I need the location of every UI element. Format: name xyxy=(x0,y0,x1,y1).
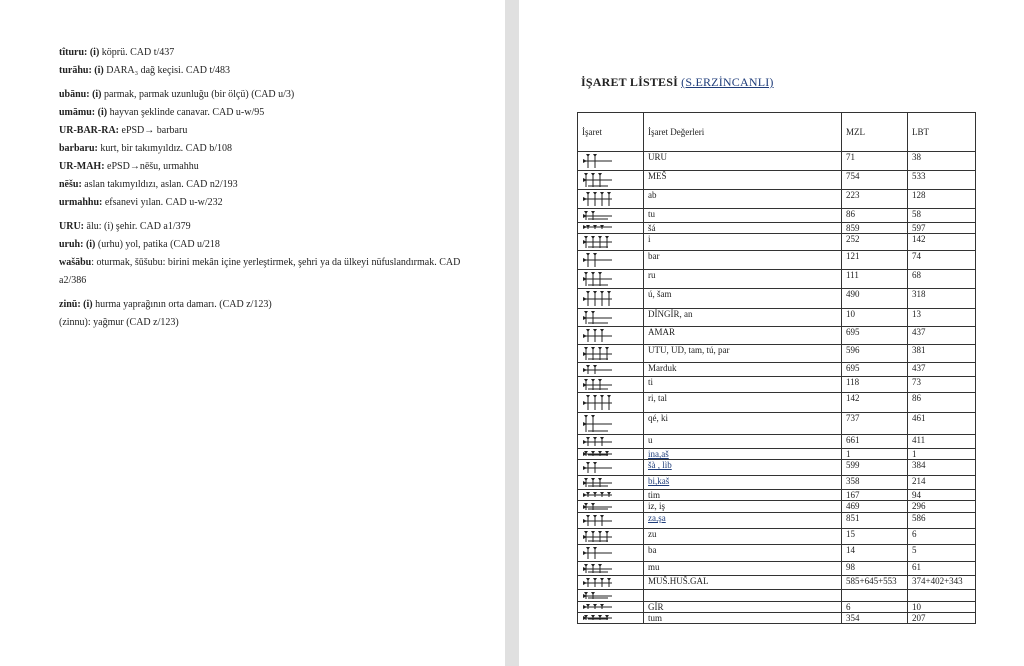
sign-cell xyxy=(578,234,644,251)
sign-cell xyxy=(578,190,644,209)
sign-lbt-cell: 318 xyxy=(908,289,976,309)
cuneiform-sign-icon xyxy=(582,327,639,343)
sign-values-cell: ina,aš xyxy=(644,449,842,460)
sign-lbt-cell: 142 xyxy=(908,234,976,251)
glossary-tag: (i) xyxy=(92,89,102,100)
sign-lbt-cell: 437 xyxy=(908,327,976,345)
glossary-term: UR-MAH: xyxy=(59,161,105,172)
glossary-entry xyxy=(59,104,479,122)
sign-values-cell: GİR xyxy=(644,602,842,613)
cuneiform-sign-icon xyxy=(582,613,639,621)
sign-mzl-cell: 98 xyxy=(842,562,908,576)
glossary-entry xyxy=(59,140,479,158)
cuneiform-sign-icon xyxy=(582,562,639,574)
sign-lbt-cell: 384 xyxy=(908,460,976,476)
glossary-entry xyxy=(59,176,479,194)
sign-values-cell: ab xyxy=(644,190,842,209)
sign-list-heading: İŞARET LİSTESİ xyxy=(581,75,678,89)
sign-values-cell: ú, šam xyxy=(644,289,842,309)
sign-values-cell: u xyxy=(644,435,842,449)
sign-row xyxy=(578,223,976,234)
sign-mzl-cell: 851 xyxy=(842,513,908,529)
sign-cell xyxy=(578,363,644,377)
sign-mzl-cell: 10 xyxy=(842,309,908,327)
sign-row xyxy=(578,613,976,624)
sign-row xyxy=(578,393,976,413)
glossary-definition: kurt, bir takımyıldız. CAD b/108 xyxy=(97,143,233,154)
sign-row xyxy=(578,413,976,435)
sign-mzl-cell: 111 xyxy=(842,270,908,289)
sign-row xyxy=(578,171,976,190)
sign-mzl-cell: 737 xyxy=(842,413,908,435)
sign-cell xyxy=(578,171,644,190)
sign-values-cell: šá xyxy=(644,223,842,234)
glossary-term: ubānu: xyxy=(59,89,90,100)
sign-row xyxy=(578,289,976,309)
sign-values-cell: šà , lìb xyxy=(644,460,842,476)
sign-lbt-cell: 128 xyxy=(908,190,976,209)
glossary-term: wašābu xyxy=(59,257,92,268)
sign-lbt-cell: 381 xyxy=(908,345,976,363)
glossary-term: nēšu: xyxy=(59,179,82,190)
glossary-definition: (urhu) yol, patika (CAD u/218 xyxy=(95,239,220,250)
sign-mzl-cell: 118 xyxy=(842,377,908,393)
glossary-definition: parmak, parmak uzunluğu (bir ölçü) (CAD u/3) xyxy=(101,89,295,100)
sign-mzl-cell: 6 xyxy=(842,602,908,613)
sign-row xyxy=(578,576,976,590)
sign-cell xyxy=(578,476,644,490)
sign-cell xyxy=(578,209,644,223)
glossary-tag: (i) xyxy=(83,299,93,310)
cuneiform-sign-icon xyxy=(582,490,639,498)
glossary-entry xyxy=(59,62,479,80)
sign-row xyxy=(578,190,976,209)
sign-lbt-cell: 61 xyxy=(908,562,976,576)
sign-values-cell: za,şa xyxy=(644,513,842,529)
sign-cell xyxy=(578,251,644,270)
sign-values-cell: ru xyxy=(644,270,842,289)
cuneiform-sign-icon xyxy=(582,234,639,249)
sign-mzl-cell: 754 xyxy=(842,171,908,190)
sign-values-cell: URU xyxy=(644,152,842,171)
glossary-entry xyxy=(59,236,479,254)
cuneiform-sign-icon xyxy=(582,513,639,527)
sign-values-cell: MEŠ xyxy=(644,171,842,190)
cuneiform-sign-icon xyxy=(582,435,639,447)
sign-mzl-cell: 661 xyxy=(842,435,908,449)
cuneiform-sign-icon xyxy=(582,501,639,511)
sign-row xyxy=(578,490,976,501)
sign-cell xyxy=(578,490,644,501)
sign-table-header xyxy=(578,113,976,152)
sign-lbt-cell: 13 xyxy=(908,309,976,327)
sign-lbt-cell: 374+402+343 xyxy=(908,576,976,590)
sign-row xyxy=(578,449,976,460)
sign-row xyxy=(578,602,976,613)
sign-mzl-cell: 596 xyxy=(842,345,908,363)
sign-mzl-cell: 142 xyxy=(842,393,908,413)
glossary-definition: ālu: (i) şehir. CAD a1/379 xyxy=(84,221,191,232)
sign-values-cell: DİNGİR, an xyxy=(644,309,842,327)
sign-row xyxy=(578,435,976,449)
sign-mzl-cell: 599 xyxy=(842,460,908,476)
sign-mzl-cell: 121 xyxy=(842,251,908,270)
glossary-entry xyxy=(59,254,479,290)
sign-row xyxy=(578,234,976,251)
sign-lbt-cell: 73 xyxy=(908,377,976,393)
sign-values-cell xyxy=(644,590,842,602)
sign-values-cell: MUŠ.HUŠ.GAL xyxy=(644,576,842,590)
glossary-definition: hayvan şeklinde canavar. CAD u-w/95 xyxy=(107,107,265,118)
sign-values-cell: qé, ki xyxy=(644,413,842,435)
cuneiform-sign-icon xyxy=(582,449,639,457)
glossary-tag: (i) xyxy=(89,47,100,58)
sign-cell xyxy=(578,529,644,545)
glossary-entry xyxy=(59,158,479,176)
sign-lbt-cell: 86 xyxy=(908,393,976,413)
glossary-definition: aslan takımyıldızı, aslan. CAD n2/193 xyxy=(81,179,238,190)
sign-values-cell: zu xyxy=(644,529,842,545)
sign-cell xyxy=(578,613,644,624)
cuneiform-sign-icon xyxy=(582,309,639,325)
glossary-entry xyxy=(59,44,479,62)
sign-lbt-cell: 437 xyxy=(908,363,976,377)
sign-row xyxy=(578,513,976,529)
sign-lbt-cell: 1 xyxy=(908,449,976,460)
cuneiform-sign-icon xyxy=(582,152,639,169)
sign-values-cell: bar xyxy=(644,251,842,270)
sign-mzl-cell: 15 xyxy=(842,529,908,545)
cuneiform-sign-icon xyxy=(582,270,639,287)
sign-cell xyxy=(578,377,644,393)
page-gutter xyxy=(505,0,519,666)
sign-cell xyxy=(578,152,644,171)
glossary-term: URU: xyxy=(59,221,84,232)
sign-lbt-cell: 207 xyxy=(908,613,976,624)
sign-values-cell: i xyxy=(644,234,842,251)
glossary-entry xyxy=(59,296,479,314)
glossary-definition: ePSD→ barbaru xyxy=(119,125,188,136)
sign-lbt-cell: 5 xyxy=(908,545,976,562)
sign-row xyxy=(578,251,976,270)
sign-list-author: (S.ERZİNCANLI) xyxy=(681,75,774,89)
sign-row xyxy=(578,529,976,545)
cuneiform-sign-icon xyxy=(582,529,639,543)
sign-values-cell: ti xyxy=(644,377,842,393)
sign-values-cell: tum xyxy=(644,613,842,624)
sign-cell xyxy=(578,345,644,363)
glossary-definition: (zinnu): yağmur (CAD z/123) xyxy=(59,317,179,328)
sign-cell xyxy=(578,413,644,435)
sign-row xyxy=(578,501,976,513)
glossary-definition: ePSD→nēšu, urmahhu xyxy=(104,161,199,172)
sign-cell xyxy=(578,223,644,234)
sign-row xyxy=(578,562,976,576)
sign-lbt-cell: 38 xyxy=(908,152,976,171)
col-header-mzl: MZL xyxy=(842,113,908,152)
sign-lbt-cell: 296 xyxy=(908,501,976,513)
glossary-term: turāhu: xyxy=(59,65,92,76)
sign-values-cell: AMAR xyxy=(644,327,842,345)
cuneiform-sign-icon xyxy=(582,345,639,361)
sign-lbt-cell: 214 xyxy=(908,476,976,490)
sign-mzl-cell: 695 xyxy=(842,327,908,345)
glossary-term: zinū: xyxy=(59,299,81,310)
sign-lbt-cell: 6 xyxy=(908,529,976,545)
sign-mzl-cell: 86 xyxy=(842,209,908,223)
sign-row xyxy=(578,476,976,490)
cuneiform-sign-icon xyxy=(582,413,639,433)
sign-mzl-cell: 252 xyxy=(842,234,908,251)
sign-cell xyxy=(578,602,644,613)
sign-lbt-cell: 411 xyxy=(908,435,976,449)
sign-lbt-cell: 597 xyxy=(908,223,976,234)
sign-mzl-cell: 358 xyxy=(842,476,908,490)
sign-mzl-cell: 859 xyxy=(842,223,908,234)
sign-cell xyxy=(578,576,644,590)
sign-values-cell: mu xyxy=(644,562,842,576)
sign-lbt-cell: 58 xyxy=(908,209,976,223)
cuneiform-sign-icon xyxy=(582,363,639,375)
glossary-entry xyxy=(59,122,479,140)
document-page-left xyxy=(0,0,505,666)
glossary-term: tîturu: xyxy=(59,47,88,58)
cuneiform-sign-icon xyxy=(582,171,639,188)
sign-row xyxy=(578,309,976,327)
sign-row xyxy=(578,209,976,223)
glossary-term: UR-BAR-RA: xyxy=(59,125,119,136)
sign-mzl-cell: 14 xyxy=(842,545,908,562)
sign-cell xyxy=(578,309,644,327)
cuneiform-sign-icon xyxy=(582,460,639,474)
cuneiform-sign-icon xyxy=(582,393,639,411)
sign-cell xyxy=(578,289,644,309)
sign-row xyxy=(578,590,976,602)
glossary-definition: efsanevi yılan. CAD u-w/232 xyxy=(102,197,223,208)
cuneiform-sign-icon xyxy=(582,590,639,600)
cuneiform-sign-icon xyxy=(582,251,639,268)
sign-mzl-cell: 585+645+553 xyxy=(842,576,908,590)
sign-cell xyxy=(578,270,644,289)
sign-lbt-cell: 586 xyxy=(908,513,976,529)
sign-values-cell: ba xyxy=(644,545,842,562)
sign-cell xyxy=(578,545,644,562)
glossary-definition: köprü. CAD t/437 xyxy=(99,47,175,58)
col-header-sign: İşaret xyxy=(578,113,644,152)
sign-mzl-cell: 223 xyxy=(842,190,908,209)
sign-mzl-cell: 71 xyxy=(842,152,908,171)
cuneiform-sign-icon xyxy=(582,476,639,488)
sign-cell xyxy=(578,435,644,449)
sign-mzl-cell: 490 xyxy=(842,289,908,309)
glossary-definition: hurma yaprağının orta damarı. (CAD z/123) xyxy=(92,299,272,310)
sign-mzl-cell: 1 xyxy=(842,449,908,460)
cuneiform-sign-icon xyxy=(582,223,639,230)
glossary-term: uruh: xyxy=(59,239,84,250)
sign-cell xyxy=(578,393,644,413)
cuneiform-sign-icon xyxy=(582,576,639,588)
col-header-values: İşaret Değerleri xyxy=(644,113,842,152)
cuneiform-sign-icon xyxy=(582,545,639,560)
sign-mzl-cell xyxy=(842,590,908,602)
sign-values-cell: Marduk xyxy=(644,363,842,377)
sign-row xyxy=(578,545,976,562)
glossary-entry xyxy=(59,218,479,236)
sign-mzl-cell: 354 xyxy=(842,613,908,624)
sign-lbt-cell: 68 xyxy=(908,270,976,289)
sign-lbt-cell: 74 xyxy=(908,251,976,270)
document-page-right xyxy=(519,0,1024,666)
sign-cell xyxy=(578,513,644,529)
sign-lbt-cell: 94 xyxy=(908,490,976,501)
col-header-lbt: LBT xyxy=(908,113,976,152)
sign-values-cell: ri, tal xyxy=(644,393,842,413)
glossary-tag: (i) xyxy=(85,239,96,250)
sign-mzl-cell: 695 xyxy=(842,363,908,377)
glossary-tag: (i) xyxy=(97,107,108,118)
sign-row xyxy=(578,270,976,289)
sign-row xyxy=(578,363,976,377)
sign-row xyxy=(578,152,976,171)
cuneiform-sign-icon xyxy=(582,190,639,207)
glossary-term: umāmu: xyxy=(59,107,96,118)
sign-values-cell: iz, iş xyxy=(644,501,842,513)
sign-lbt-cell: 533 xyxy=(908,171,976,190)
cuneiform-sign-icon xyxy=(582,209,639,221)
glossary-definition: DARA₃ dağ keçisi. CAD t/483 xyxy=(103,65,231,76)
glossary-tag: (i) xyxy=(94,65,104,76)
sign-mzl-cell: 167 xyxy=(842,490,908,501)
glossary-entry xyxy=(59,314,479,332)
sign-cell xyxy=(578,460,644,476)
glossary-list xyxy=(59,44,479,332)
sign-list-title xyxy=(581,75,774,90)
sign-mzl-cell: 469 xyxy=(842,501,908,513)
cuneiform-sign-icon xyxy=(582,377,639,391)
sign-lbt-cell: 10 xyxy=(908,602,976,613)
glossary-entry xyxy=(59,194,479,212)
sign-row xyxy=(578,460,976,476)
sign-values-cell: bi,kaš xyxy=(644,476,842,490)
sign-cell xyxy=(578,501,644,513)
sign-cell xyxy=(578,449,644,460)
sign-cell xyxy=(578,327,644,345)
sign-row xyxy=(578,345,976,363)
sign-values-cell: UTU, UD, tam, tú, par xyxy=(644,345,842,363)
sign-cell xyxy=(578,562,644,576)
sign-lbt-cell xyxy=(908,590,976,602)
sign-row xyxy=(578,377,976,393)
glossary-entry xyxy=(59,86,479,104)
sign-values-cell: tim xyxy=(644,490,842,501)
sign-cell xyxy=(578,590,644,602)
sign-table xyxy=(577,112,976,624)
glossary-term: barbaru: xyxy=(59,143,98,154)
glossary-definition: : oturmak, šūšubu: birini mekân içine yerleştirmek, şehri ya da ülkeyi nüfuslandırmak. CAD a2/386 xyxy=(59,257,461,286)
cuneiform-sign-icon xyxy=(582,602,639,610)
sign-values-cell: tu xyxy=(644,209,842,223)
cuneiform-sign-icon xyxy=(582,289,639,307)
sign-lbt-cell: 461 xyxy=(908,413,976,435)
glossary-term: urmahhu: xyxy=(59,197,103,208)
sign-row xyxy=(578,327,976,345)
